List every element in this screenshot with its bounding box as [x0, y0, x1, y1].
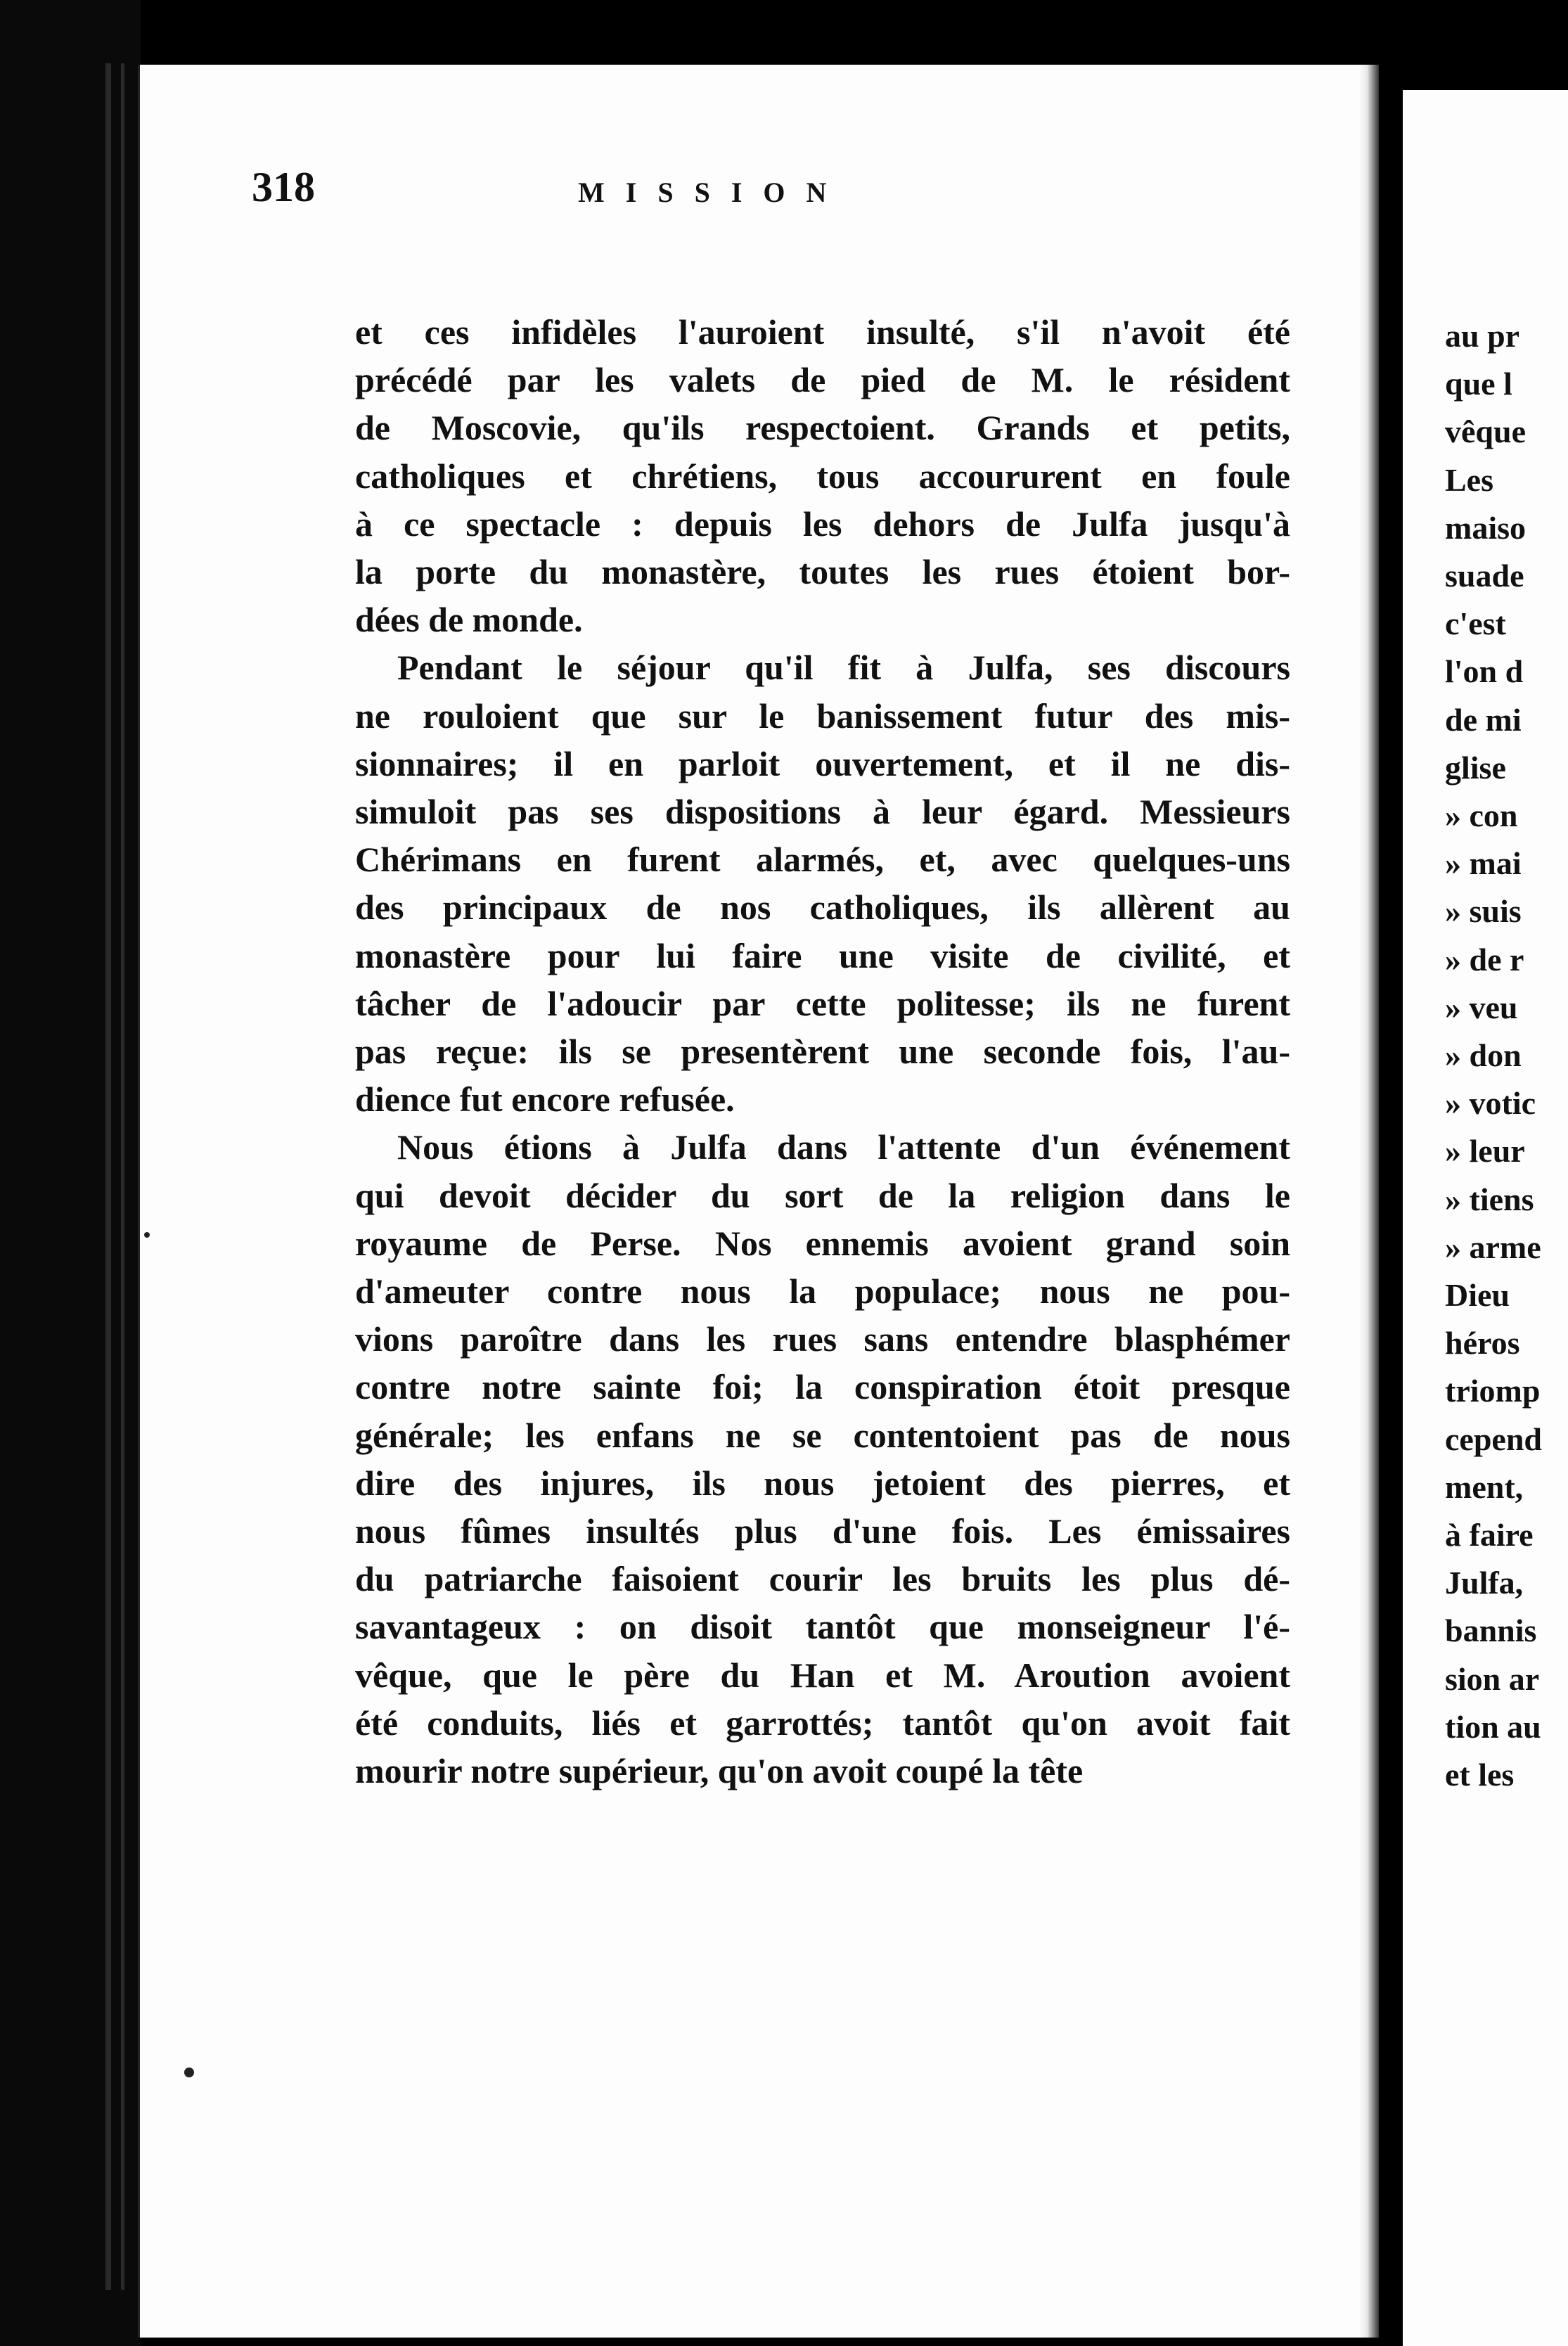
- text-line: Nous étions à Julfa dans l'attente d'un événement: [397, 1127, 1290, 1167]
- text-line: monastère pour lui faire une visite de civilité, et: [355, 935, 1290, 975]
- text-line: précédé par les valets de pied de M. le résident: [355, 360, 1290, 400]
- facing-page-line: ment,: [1445, 1468, 1524, 1505]
- facing-page-line: l'on d: [1445, 653, 1524, 690]
- text-line: Pendant le séjour qu'il fit à Julfa, ses discours: [397, 648, 1290, 688]
- facing-page-line: héros: [1445, 1325, 1520, 1361]
- facing-page-line: » don: [1445, 1037, 1522, 1074]
- book-binding: [0, 0, 141, 2346]
- facing-page-line: bannis: [1445, 1613, 1537, 1649]
- facing-page-line: et les: [1445, 1757, 1515, 1793]
- facing-page-line: cepend: [1445, 1421, 1542, 1457]
- facing-page-line: glise: [1445, 749, 1506, 786]
- paragraph: [355, 1123, 1290, 1795]
- facing-page-line: Dieu: [1445, 1277, 1510, 1314]
- page-number: 318: [252, 164, 315, 210]
- running-title: MISSION: [578, 177, 848, 208]
- facing-page-line: tion au: [1445, 1708, 1541, 1745]
- paragraph: [355, 308, 1290, 643]
- text-line: du patriarche faisoient courir les bruits les plus dé-: [355, 1559, 1290, 1599]
- facing-page-line: triomp: [1445, 1373, 1541, 1409]
- text-line: savantageux : on disoit tantôt que monseigneur l'é-: [355, 1607, 1290, 1647]
- text-line: des principaux de nos catholiques, ils allèrent au: [355, 887, 1290, 928]
- text-line: Chérimans en furent alarmés, et, avec quelques-uns: [355, 840, 1290, 880]
- page-gutter-shadow: [1359, 65, 1379, 2338]
- text-line: catholiques et chrétiens, tous accoururent en foule: [355, 456, 1290, 496]
- print-speck: [184, 2068, 194, 2077]
- facing-page-line: » mai: [1445, 845, 1522, 882]
- text-line: contre notre sainte foi; la conspiration étoit presque: [355, 1367, 1290, 1407]
- facing-page-line: Les: [1445, 461, 1493, 498]
- binding-edge-line: [105, 63, 111, 2290]
- facing-page-line: suade: [1445, 558, 1524, 594]
- text-line: mourir notre supérieur, qu'on avoit coupé la tête: [355, 1751, 1084, 1791]
- text-line: tâcher de l'adoucir par cette politesse; ils ne furent: [355, 983, 1290, 1023]
- text-line: sionnaires; il en parloit ouvertement, et il ne dis-: [355, 743, 1290, 783]
- text-line: dire des injures, ils nous jetoient des pierres, et: [355, 1463, 1290, 1503]
- facing-page-line: vêque: [1445, 414, 1526, 450]
- text-line: à ce spectacle : depuis les dehors de Julfa jusqu'à: [355, 504, 1290, 544]
- text-line: été conduits, liés et garrottés; tantôt qu'on avoit fait: [355, 1703, 1290, 1743]
- facing-page-line: » suis: [1445, 893, 1522, 930]
- text-line: qui devoit décider du sort de la religion dans le: [355, 1175, 1290, 1215]
- facing-page-line: sion ar: [1445, 1660, 1540, 1697]
- text-line: pas reçue: ils se presentèrent une seconde fois, l'au-: [355, 1032, 1290, 1072]
- facing-page-line: à faire: [1445, 1517, 1534, 1553]
- facing-page-line: Julfa,: [1445, 1565, 1524, 1601]
- binding-edge-line: [121, 63, 124, 2290]
- facing-page-line: » leur: [1445, 1133, 1525, 1169]
- facing-page-line: » de r: [1445, 941, 1524, 977]
- text-line: de Moscovie, qu'ils respectoient. Grands et petits,: [355, 408, 1290, 448]
- text-line: vêque, que le père du Han et M. Aroution avoient: [355, 1655, 1290, 1695]
- facing-page-line: » tiens: [1445, 1181, 1534, 1217]
- facing-page-line: de mi: [1445, 701, 1522, 738]
- body-text: [355, 308, 1290, 1795]
- facing-page-line: » arme: [1445, 1229, 1541, 1265]
- text-line: simuloit pas ses dispositions à leur égard. Messieurs: [355, 792, 1290, 832]
- facing-page-line: » veu: [1445, 989, 1518, 1025]
- text-line: et ces infidèles l'auroient insulté, s'il n'avoit été: [355, 312, 1290, 352]
- facing-page-line: maiso: [1445, 509, 1526, 546]
- facing-page-line: » con: [1445, 797, 1518, 834]
- text-line: vions paroître dans les rues sans entendre blasphémer: [355, 1319, 1290, 1359]
- facing-page-text: [1445, 312, 1568, 1799]
- facing-page-line: » votic: [1445, 1085, 1536, 1122]
- facing-page-line: au pr: [1445, 318, 1520, 354]
- text-line: générale; les enfans ne se contentoient pas de nous: [355, 1415, 1290, 1455]
- text-line: dience fut encore refusée.: [355, 1079, 735, 1120]
- page-header: [252, 163, 1271, 241]
- text-line: d'ameuter contre nous la populace; nous ne pou-: [355, 1271, 1290, 1312]
- text-line: ne rouloient que sur le banissement futur des mis-: [355, 696, 1290, 736]
- facing-page-line: c'est: [1445, 605, 1506, 642]
- text-line: nous fûmes insultés plus d'une fois. Les émissaires: [355, 1511, 1290, 1551]
- text-line: dées de monde.: [355, 600, 583, 640]
- facing-page: [1403, 90, 1568, 2346]
- paragraph: [355, 643, 1290, 1123]
- text-line: royaume de Perse. Nos ennemis avoient grand soin: [355, 1223, 1290, 1263]
- facing-page-line: que l: [1445, 366, 1512, 402]
- print-speck: [144, 1232, 150, 1238]
- text-line: la porte du monastère, toutes les rues étoient bor-: [355, 552, 1290, 592]
